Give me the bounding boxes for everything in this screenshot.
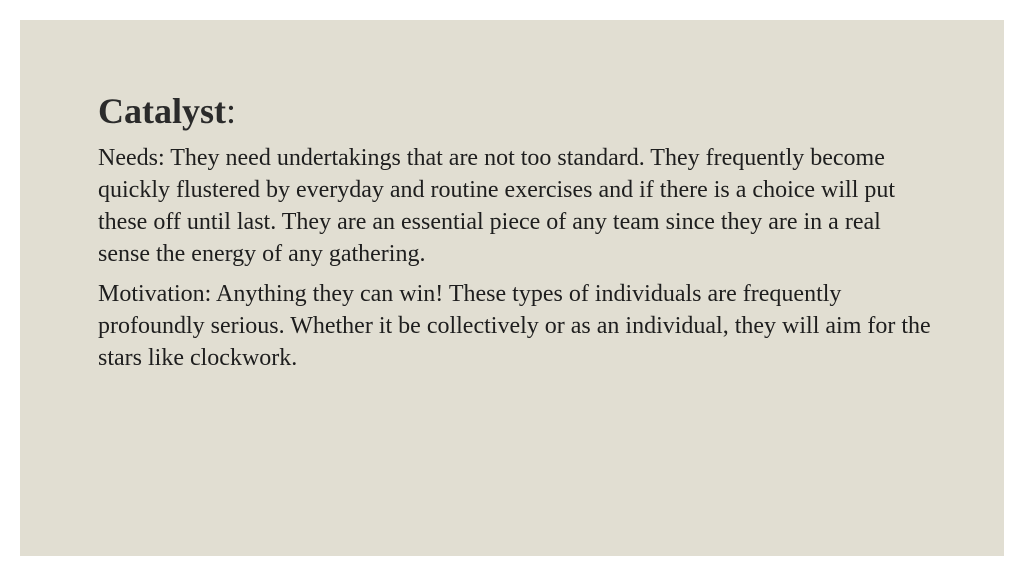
slide [20,20,1004,556]
motivation-paragraph: Motivation: Anything they can win! These types of individuals are frequently profoundly serious. Whether it be collectively or as an individual, they will aim for the stars like clockwork. [98,281,931,371]
slide-content [98,90,938,382]
needs-paragraph: Needs: They need undertakings that are not too standard. They frequently become quickly flustered by everyday and routine exercises and if there is a choice will put these off until last. They are an essential piece of any team since they are in a real sense the energy of any gathering. [98,145,896,267]
slide-title [98,90,938,132]
slide-title-text: Catalyst [98,91,226,131]
slide-title-colon: : [226,91,237,131]
